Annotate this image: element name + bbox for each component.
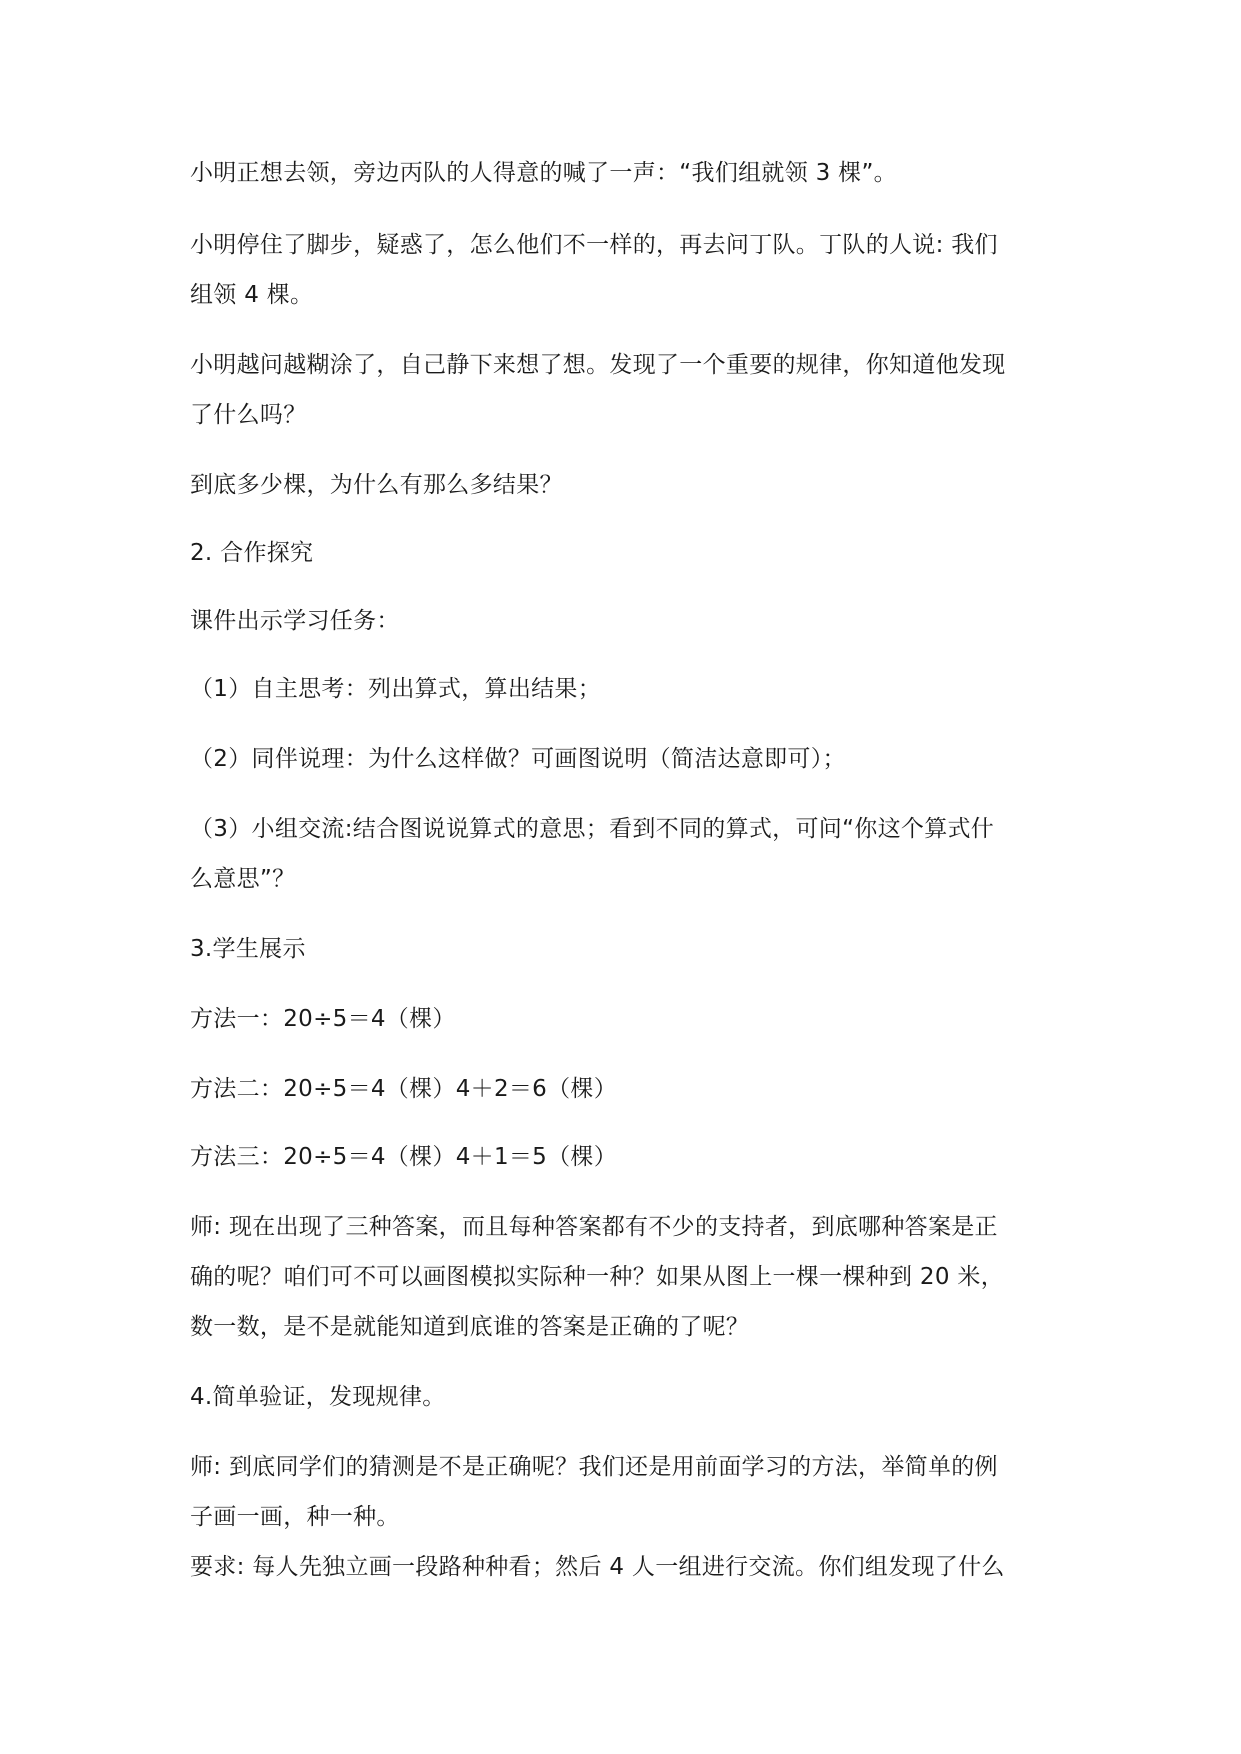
method-line: 方法一：20÷5＝4（棵） (190, 1006, 456, 1032)
task-item: （1）自主思考：列出算式，算出结果； (190, 676, 602, 702)
text-line: 师: 到底同学们的猜测是不是正确呢？我们还是用前面学习的方法，举简单的例 (190, 1454, 998, 1480)
text-line: 了什么吗？ (190, 402, 307, 428)
text-line: 要求: 每人先独立画一段路种种看；然后 4 人一组进行交流。你们组发现了什么 (190, 1554, 1005, 1580)
text-line: 师: 现在出现了三种答案，而且每种答案都有不少的支持者，到底哪种答案是正 (190, 1214, 998, 1240)
text-line: 小明越问越糊涂了，自己静下来想了想。发现了一个重要的规律，你知道他发现 (190, 352, 1006, 378)
text-line: 子画一画，种一种。 (190, 1504, 400, 1530)
section-heading: 4.简单验证，发现规律。 (190, 1384, 446, 1410)
text-line: 小明停住了脚步，疑惑了，怎么他们不一样的，再去问丁队。丁队的人说: 我们 (190, 232, 998, 258)
text-line: 么意思”？ (190, 866, 296, 892)
method-line: 方法三：20÷5＝4（棵）4＋1＝5（棵） (190, 1144, 618, 1170)
text-line: 组领 4 棵。 (190, 282, 314, 308)
section-heading: 3.学生展示 (190, 936, 306, 962)
task-item: （3）小组交流:结合图说说算式的意思；看到不同的算式，可问“你这个算式什 (190, 816, 995, 842)
section-heading: 2. 合作探究 (190, 540, 314, 566)
text-line: 小明正想去领，旁边丙队的人得意的喊了一声：“我们组就领 3 棵”。 (190, 160, 897, 186)
task-item: （2）同伴说理：为什么这样做？可画图说明（简洁达意即可）； (190, 746, 846, 772)
text-line: 到底多少棵，为什么有那么多结果？ (190, 472, 563, 498)
method-line: 方法二：20÷5＝4（棵）4＋2＝6（棵） (190, 1076, 618, 1102)
text-line: 数一数，是不是就能知道到底谁的答案是正确的了呢？ (190, 1314, 750, 1340)
text-line: 课件出示学习任务： (190, 608, 400, 634)
text-line: 确的呢？咱们可不可以画图模拟实际种一种？如果从图上一棵一棵种到 20 米， (190, 1264, 1004, 1290)
